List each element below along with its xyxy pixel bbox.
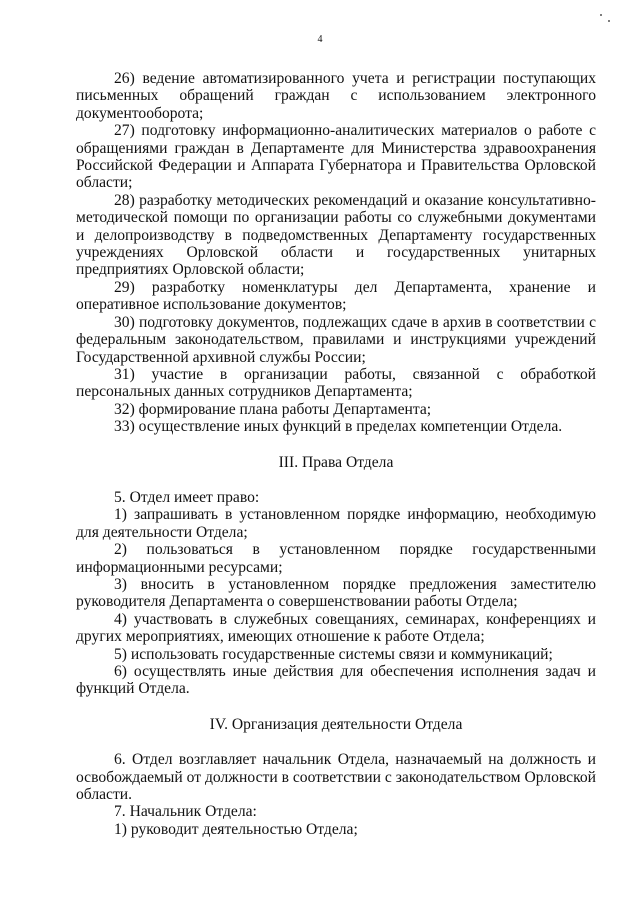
list-item: 33) осуществление иных функций в пределах компетенции Отдела. [114, 418, 563, 436]
list-item: 31) участие в организации работы, связанной с обработкой персональных данных сотрудников Департамента; [76, 365, 596, 401]
list-item: 30) подготовку документов, подлежащих сдаче в архив в соответствии с федеральным законодательством, правилами и инструкциями учреждений Государственной архивной службы России; [76, 313, 596, 366]
list-item: 28) разработку методических рекомендаций и оказание консультативно-методической помощи по организации работы со служебными документами и делопроизводству в подведомственных Департаменту государственных учреждениях Орловской области и государственных унитарных предприятиях Орловской области; [76, 191, 596, 279]
list-item: 6) осуществлять иные действия для обеспечения исполнения задач и функций Отдела. [76, 663, 596, 698]
list-item: 27) подготовку информационно-аналитических материалов о работе с обращениями граждан в Департаменте для Министерства здравоохранения Российской Федерации и Аппарата Губернатора и Правительства Орловской области; [76, 122, 596, 192]
list-item: 1) руководит деятельностью Отдела; [114, 820, 358, 838]
section-intro: 5. Отдел имеет право: [114, 488, 260, 506]
list-item: 32) формирование плана работы Департамента; [114, 400, 432, 418]
paragraph: 7. Начальник Отдела: [114, 803, 257, 821]
list-item: 29) разработку номенклатуры дел Департамента, хранение и оперативное использование документов; [76, 278, 596, 314]
section-heading-organization: IV. Организация деятельности Отдела [209, 715, 463, 733]
list-item: 5) использовать государственные системы связи и коммуникаций; [114, 645, 553, 663]
list-item: 3) вносить в установленном порядке предложения заместителю руководителя Департамента о совершенствовании работы Отдела; [76, 575, 596, 611]
page-number: 4 [317, 34, 323, 45]
scan-speck [600, 14, 602, 16]
list-item: 4) участвовать в служебных совещаниях, семинарах, конференциях и других мероприятиях, имеющих отношение к работе Отдела; [76, 610, 596, 646]
document-body [76, 70, 596, 838]
list-item: 26) ведение автоматизированного учета и регистрации поступающих письменных обращений граждан с использованием электронного документооборота; [76, 70, 596, 122]
list-item: 2) пользоваться в установленном порядке государственными информационными ресурсами; [76, 541, 596, 576]
list-item: 1) запрашивать в установленном порядке информацию, необходимую для деятельности Отдела; [76, 506, 596, 541]
paragraph: 6. Отдел возглавляет начальник Отдела, назначаемый на должность и освобождаемый от должности в соответствии с законодательством Орловской области. [76, 751, 596, 804]
section-heading-rights: III. Права Отдела [278, 453, 394, 471]
scan-speck [608, 20, 610, 22]
